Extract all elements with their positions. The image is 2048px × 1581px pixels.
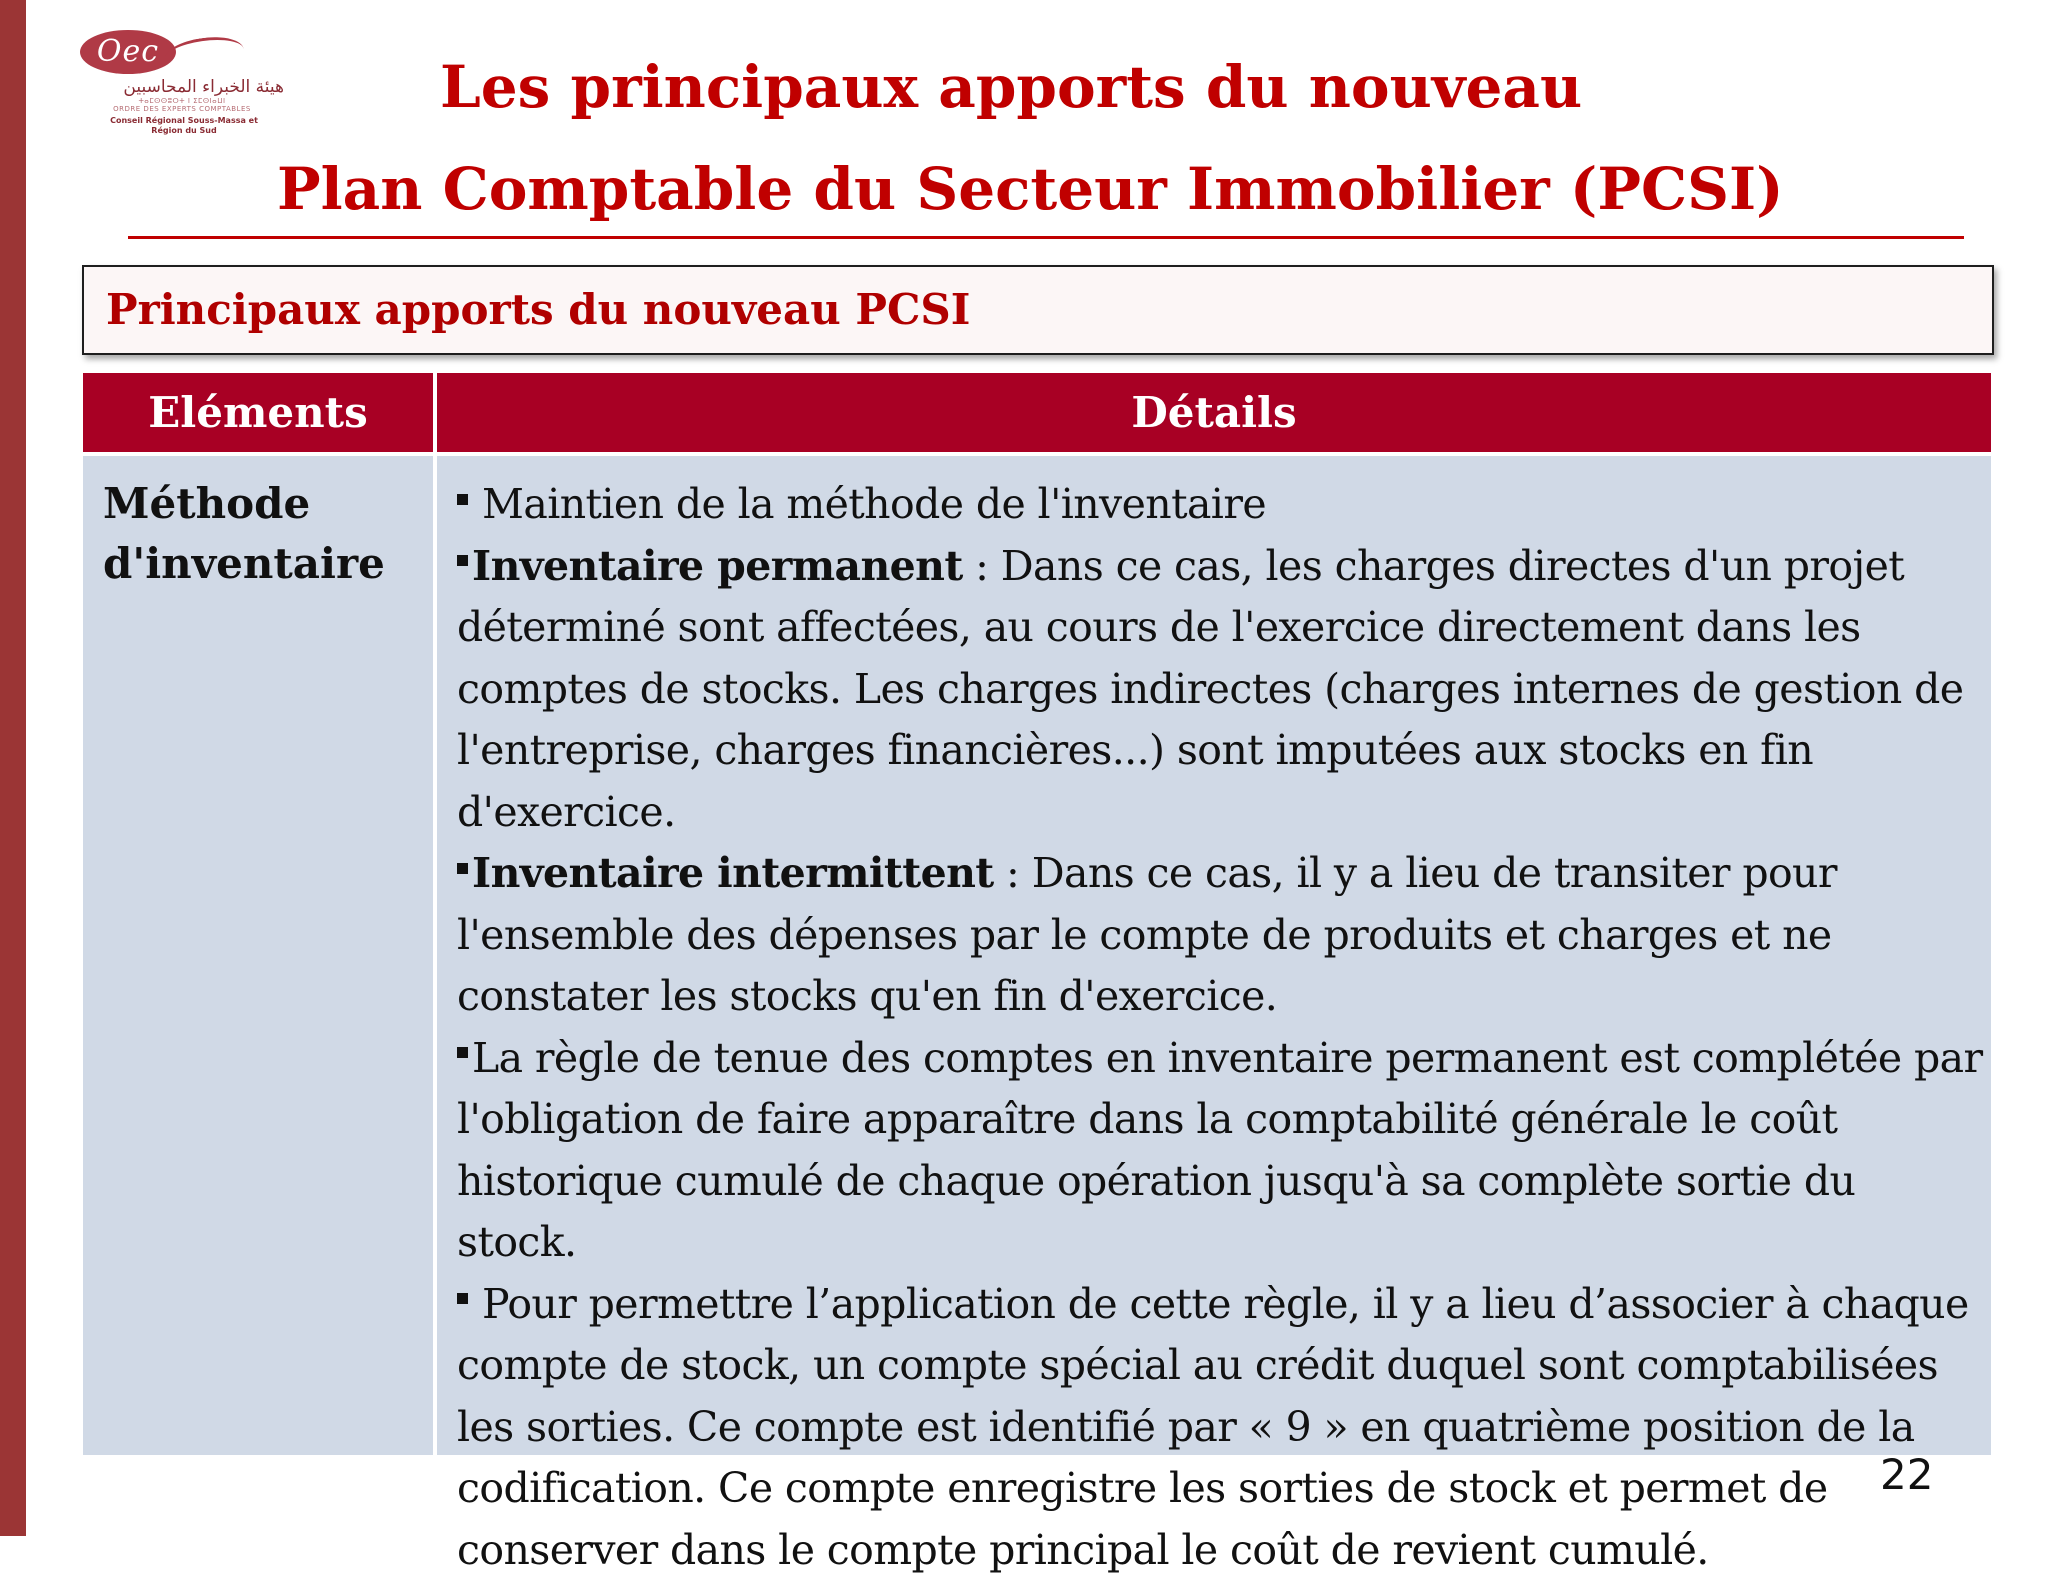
square-bullet-icon	[457, 494, 468, 505]
logo-french-line: ORDRE DES EXPERTS COMPTABLES	[82, 105, 282, 113]
element-label-line1: Méthode	[103, 474, 423, 534]
bullet-text: Pour permettre l’application de cette règle, il y a lieu d’associer à chaque compte de stock, un compte spécial au crédit duquel sont comptabilisées les sorties. Ce compte est identifié par « 9 » en quatrième position de la codification. Ce compte enregistre les sorties de stock et permet de conserver dans le compte principal le coût de revient cumulé.	[457, 1280, 1969, 1574]
bullet-text: : Dans ce cas, il y a lieu de transiter pour l'ensemble des dépenses par le compte de produits et charges et ne constater les stocks qu'en fin d'exercice.	[457, 849, 1837, 1020]
slide-title-line2: Plan Comptable du Secteur Immobilier (PCSI)	[277, 154, 1784, 224]
logo-council	[74, 116, 294, 136]
logo-council-line1: Conseil Régional Souss-Massa et	[74, 116, 294, 126]
details-bullet	[457, 1028, 1985, 1274]
page-number: 22	[1880, 1450, 1933, 1500]
element-label-line2: d'inventaire	[103, 534, 423, 594]
element-cell	[83, 456, 433, 1455]
bullet-term: Inventaire permanent	[472, 542, 963, 590]
details-bullet	[457, 843, 1985, 1028]
bullet-text: Maintien de la méthode de l'inventaire	[482, 480, 1266, 528]
logo-emblem: Oec	[80, 30, 176, 74]
header-elements: Eléments	[83, 373, 433, 452]
left-accent-bar	[0, 0, 26, 1536]
details-cell	[437, 456, 1991, 1455]
logo-subtitle-lines	[82, 97, 282, 113]
slide-title-line1: Les principaux apports du nouveau	[440, 52, 1582, 122]
bullet-text: : Dans ce cas, les charges directes d'un projet déterminé sont affectées, au cours de l'exercice directement dans les comptes de stocks. Les charges indirectes (charges internes de gestion de l'entreprise, charges financières...) sont imputées aux stocks en fin d'exercice.	[457, 542, 1963, 836]
section-title: Principaux apports du nouveau PCSI	[106, 285, 970, 335]
logo-arabic-name: هيئة الخبراء المحاسبين	[74, 78, 284, 96]
logo-council-line2: Région du Sud	[74, 126, 294, 136]
details-bullet	[457, 1274, 1985, 1581]
square-bullet-icon	[457, 863, 468, 874]
details-bullet	[457, 474, 1985, 536]
details-list	[457, 474, 1985, 1581]
element-label	[103, 474, 423, 594]
section-box	[82, 265, 1994, 355]
square-bullet-icon	[457, 555, 468, 566]
bullet-text: La règle de tenue des comptes en inventaire permanent est complétée par l'obligation de faire apparaître dans la comptabilité générale le coût historique cumulé de chaque opération jusqu'à sa complète sortie du stock.	[457, 1034, 1982, 1267]
bullet-term: Inventaire intermittent	[472, 849, 994, 897]
logo-swoosh-icon	[162, 33, 246, 77]
details-table	[83, 373, 1991, 1455]
title-divider	[128, 236, 1964, 239]
square-bullet-icon	[457, 1047, 468, 1058]
logo-tifinagh-line: ⵜⴰⵎⵙⵙⵓⵔⵜ ⵏ ⵉⵎⵙⵏⴰⵡⵏ	[82, 97, 282, 105]
logo	[74, 24, 294, 124]
square-bullet-icon	[457, 1293, 468, 1304]
header-details: Détails	[437, 373, 1991, 452]
details-bullet	[457, 536, 1985, 844]
